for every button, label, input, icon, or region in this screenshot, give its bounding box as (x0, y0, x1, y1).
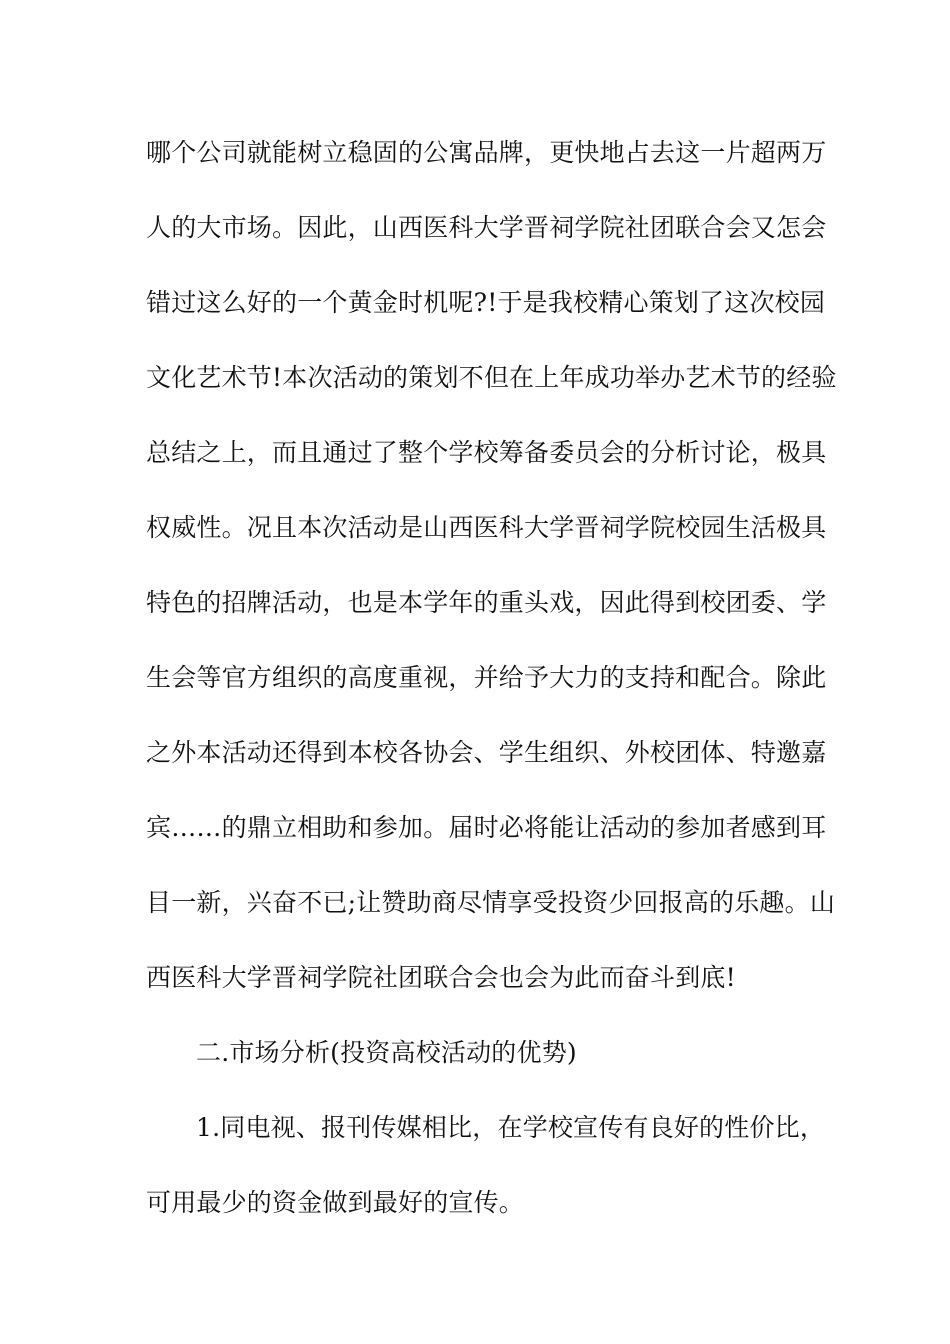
paragraph-line: 特色的招牌活动，也是本学年的重头戏，因此得到校团委、学 (146, 588, 827, 617)
paragraph-line: 之外本活动还得到本校各协会、学生组织、外校团体、特邀嘉 (146, 738, 827, 767)
paragraph-line: 哪个公司就能树立稳固的公寓品牌，更快地占去这一片超两万 (146, 138, 827, 167)
paragraph-line: 目一新，兴奋不已;让赞助商尽情享受投资少回报高的乐趣。山 (146, 888, 836, 917)
point-line: 1.同电视、报刊传媒相比，在学校宣传有良好的性价比， (196, 1113, 826, 1142)
paragraph-line: 总结之上，而且通过了整个学校筹备委员会的分析讨论，极具 (146, 438, 827, 467)
document-body (146, 128, 836, 1253)
point-line: 可用最少的资金做到最好的宣传。 (146, 1188, 525, 1217)
paragraph-line: 生会等官方组织的高度重视，并给予大力的支持和配合。除此 (146, 663, 827, 692)
paragraph-line: 宾……的鼎立相助和参加。届时必将能让活动的参加者感到耳 (146, 813, 827, 842)
paragraph-line: 西医科大学晋祠学院社团联合会也会为此而奋斗到底! (146, 963, 736, 992)
paragraph-line: 权威性。况且本次活动是山西医科大学晋祠学院校园生活极具 (146, 513, 827, 542)
paragraph-line: 错过这么好的一个黄金时机呢?!于是我校精心策划了这次校园 (146, 288, 826, 317)
paragraph-line: 文化艺术节!本次活动的策划不但在上年成功举办艺术节的经验 (146, 363, 837, 392)
paragraph-line: 人的大市场。因此，山西医科大学晋祠学院社团联合会又怎会 (146, 213, 827, 242)
section-heading: 二.市场分析(投资高校活动的优势) (196, 1038, 577, 1067)
